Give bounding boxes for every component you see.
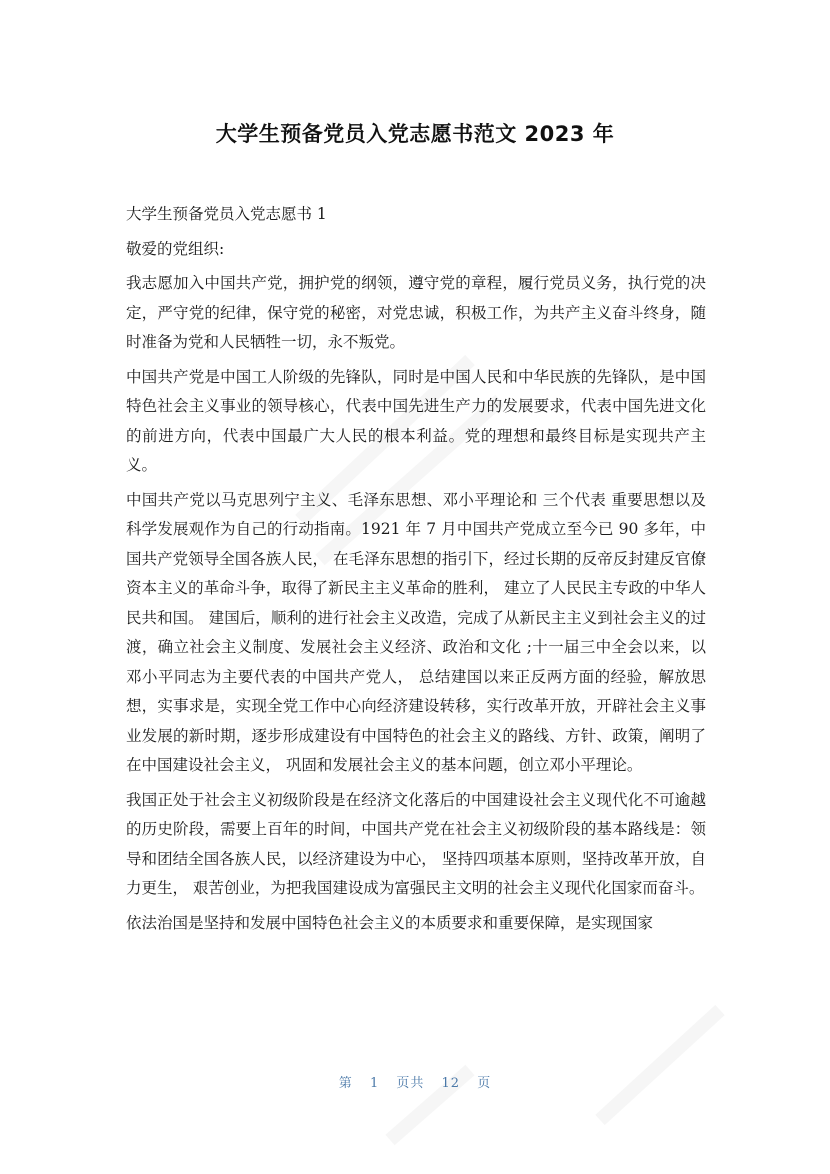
document-title: 大学生预备党员入党志愿书范文 2023 年	[215, 122, 615, 146]
paragraph: 中国共产党是中国工人阶级的先锋队，同时是中国人民和中华民族的先锋队，是中国特色社会主义事业的领导核心，代表中国先进生产力的发展要求，代表中国先进文化的前进方向，代表中国最广大人民的根本利益。党的理想和最终目标是实现共产主义。	[126, 367, 706, 474]
document-body	[126, 200, 706, 943]
paragraph: 我国正处于社会主义初级阶段是在经济文化落后的中国建设社会主义现代化不可逾越的历史阶段，需要上百年的时间，中国共产党在社会主义初级阶段的基本路线是：领导和团结全国各族人民，以经济建设为中心， 坚持四项基本原则，坚持改革开放，自力更生， 艰苦创业，为把我国建设成为富强民主文明的社会主义现代化国家而奋斗。	[126, 790, 706, 897]
paragraph: 中国共产党以马克思列宁主义、毛泽东思想、邓小平理论和 三个代表 重要思想以及科学发展观作为自己的行动指南。1921 年 7 月中国共产党成立至今已 90 多年，中国共产党领导全国各族人民， 在毛泽东思想的指引下，经过长期的反帝反封建反官僚资本主义的革命斗争，取得了新民主主义革命的胜利， 建立了人民民主专政的中华人民共和国。 建国后，顺利的进行社会主义改造，完成了从新民主主义到社会主义的过渡，确立社会主义制度、发展社会主义经济、政治和文化 ;十一届三中全会以来，以邓小平同志为主要代表的中国共产党人， 总结建国以来正反两方面的经验，解放思想，实事求是，实现全党工作中心向经济建设转移，实行改革开放，开辟社会主义事业发展的新时期，逐步形成建设有中国特色的社会主义的路线、方针、政策，阐明了在中国建设社会主义， 巩固和发展社会主义的基本问题，创立邓小平理论。	[126, 490, 706, 774]
page-mid: 页共	[396, 1076, 425, 1091]
page-footer	[0, 1072, 830, 1091]
page-number: 1	[369, 1076, 380, 1091]
total-pages: 12	[441, 1076, 461, 1091]
salutation: 敬爱的党组织:	[126, 239, 225, 258]
page-prefix: 第	[338, 1076, 353, 1091]
section-heading: 大学生预备党员入党志愿书 1	[126, 205, 327, 223]
paragraph: 依法治国是坚持和发展中国特色社会主义的本质要求和重要保障，是实现国家	[126, 913, 654, 932]
paragraph: 我志愿加入中国共产党，拥护党的纲领，遵守党的章程，履行党员义务，执行党的决定，严守党的纪律，保守党的秘密，对党忠诚，积极工作，为共产主义奋斗终身，随时准备为党和人民牺牲一切，永不叛党。	[126, 274, 706, 351]
page-suffix: 页	[477, 1076, 492, 1091]
